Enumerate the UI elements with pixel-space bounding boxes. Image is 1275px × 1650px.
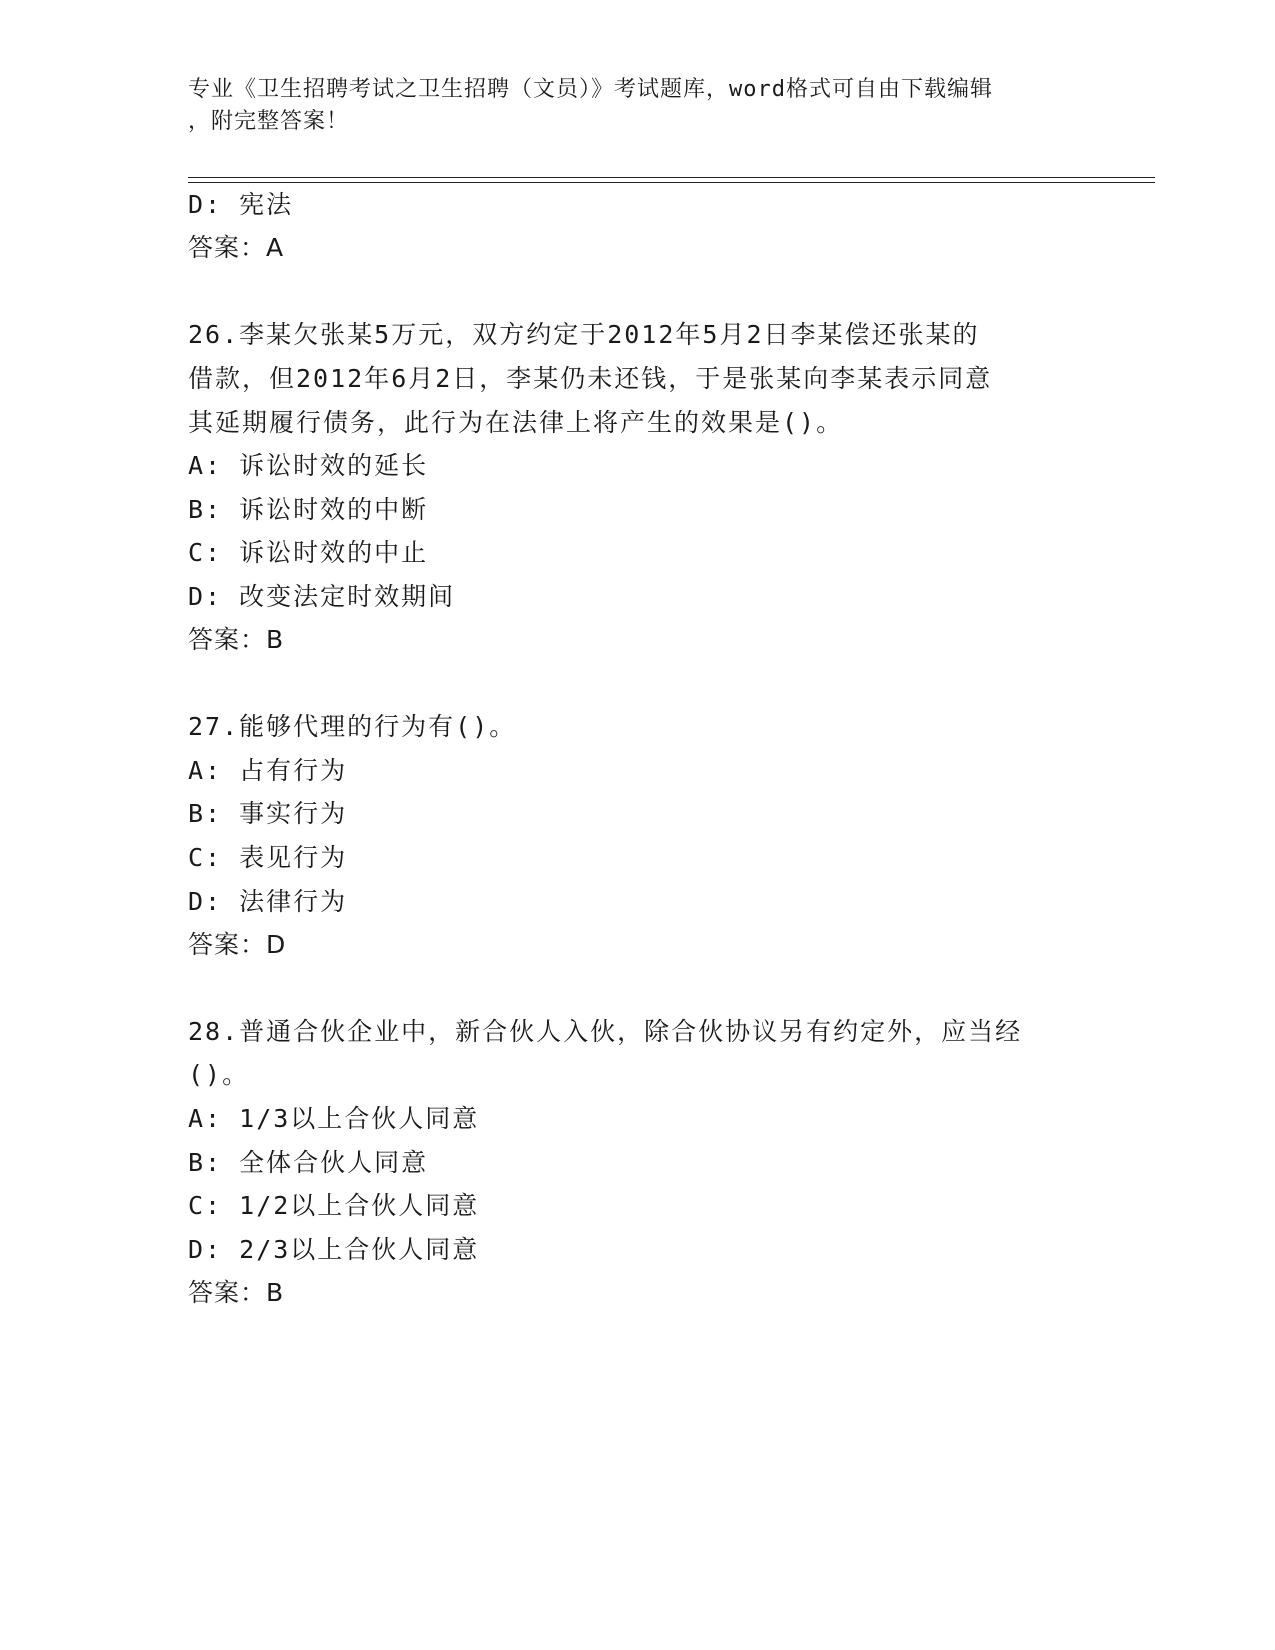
q26-stem-line-3: 其延期履行债务，此行为在法律上将产生的效果是()。	[188, 408, 844, 437]
q28-option-c: C: 1/2以上合伙人同意	[188, 1191, 480, 1220]
q28-option-b: B: 全体合伙人同意	[188, 1148, 429, 1177]
q28-option-a: A: 1/3以上合伙人同意	[188, 1104, 480, 1133]
q28-stem-line-2: ()。	[188, 1060, 250, 1089]
header-rule-bottom	[188, 182, 1155, 183]
q26-option-b: B: 诉讼时效的中断	[188, 495, 429, 524]
q26-option-c: C: 诉讼时效的中止	[188, 538, 429, 567]
q26-option-a: A: 诉讼时效的延长	[188, 451, 429, 480]
q27-option-c: C: 表见行为	[188, 843, 348, 872]
q27-option-d: D: 法律行为	[188, 887, 348, 916]
header-line-2: ，附完整答案！	[188, 109, 350, 134]
prev-answer: 答案：A	[188, 233, 285, 262]
header-rule-top	[188, 177, 1155, 178]
q26-stem-line-2: 借款，但2012年6月2日，李某仍未还钱，于是张某向李某表示同意	[188, 364, 993, 393]
q26-answer: 答案：B	[188, 625, 285, 654]
document-header	[188, 74, 1088, 138]
q28-stem-line-1: 28.普通合伙企业中，新合伙人入伙，除合伙协议另有约定外，应当经	[188, 1017, 1023, 1046]
q27-stem-line-1: 27.能够代理的行为有()。	[188, 712, 517, 741]
header-line-1: 专业《卫生招聘考试之卫生招聘（文员）》考试题库，word格式可自由下载编辑	[188, 77, 993, 102]
q28-answer: 答案：B	[188, 1278, 285, 1307]
q27-option-a: A: 占有行为	[188, 756, 348, 785]
q28-option-d: D: 2/3以上合伙人同意	[188, 1235, 480, 1264]
q27-option-b: B: 事实行为	[188, 799, 348, 828]
q26-option-d: D: 改变法定时效期间	[188, 582, 456, 611]
q26-stem-line-1: 26.李某欠张某5万元，双方约定于2012年5月2日李某偿还张某的	[188, 320, 980, 349]
prev-option-d: D: 宪法	[188, 190, 294, 219]
q27-answer: 答案：D	[188, 930, 287, 959]
